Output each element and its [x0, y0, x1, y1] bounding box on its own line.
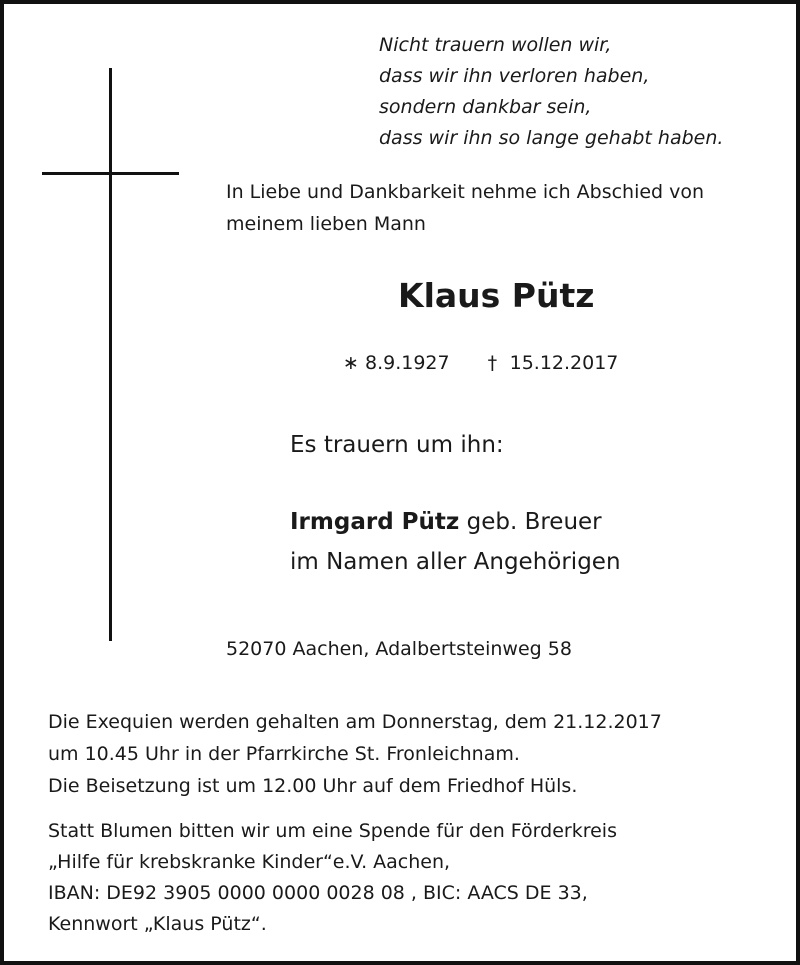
death-cross-icon: † [487, 352, 498, 374]
poem-line: dass wir ihn so lange gehabt haben. [379, 127, 724, 149]
service-line: Die Beisetzung ist um 12.00 Uhr auf dem Friedhof Hüls. [48, 775, 578, 797]
death-date: 15.12.2017 [509, 352, 619, 374]
life-dates [343, 348, 618, 378]
poem-line: Nicht trauern wollen wir, [379, 34, 612, 56]
service-line: um 10.45 Uhr in der Pfarrkirche St. Fronleichnam. [48, 743, 520, 765]
intro-line: meinem lieben Mann [226, 213, 426, 235]
donation-line: Kennwort „Klaus Pütz“. [48, 913, 267, 935]
intro-line: In Liebe und Dankbarkeit nehme ich Abschied von [226, 181, 705, 203]
mourners-heading: Es trauern um ihn: [290, 432, 504, 458]
address: 52070 Aachen, Adalbertsteinweg 58 [226, 638, 572, 660]
poem-line: dass wir ihn verloren haben, [379, 65, 650, 87]
service-info [48, 706, 662, 802]
deceased-name: Klaus Pütz [398, 276, 595, 315]
donation-line: Statt Blumen bitten wir um eine Spende für den Förderkreis [48, 820, 617, 842]
poem [379, 30, 723, 154]
birth-star-icon: ∗ [343, 352, 359, 374]
mourner-line [290, 502, 621, 542]
cross-horizontal-bar [42, 172, 179, 175]
donation-line: „Hilfe für krebskranke Kinder“e.V. Aachen, [48, 851, 451, 873]
donation-line: IBAN: DE92 3905 0000 0000 0028 08 , BIC: AACS DE 33, [48, 882, 588, 904]
mourners-list [290, 502, 621, 582]
donation-info [48, 816, 617, 940]
mourner-line-2: im Namen aller Angehörigen [290, 549, 621, 575]
poem-line: sondern dankbar sein, [379, 96, 592, 118]
mourner-maiden-name: geb. Breuer [459, 509, 602, 535]
birth-date: 8.9.1927 [365, 352, 450, 374]
intro-text [226, 176, 704, 240]
mourner-name: Irmgard Pütz [290, 509, 460, 535]
service-line: Die Exequien werden gehalten am Donnerstag, dem 21.12.2017 [48, 711, 662, 733]
cross-vertical-bar [109, 68, 112, 641]
